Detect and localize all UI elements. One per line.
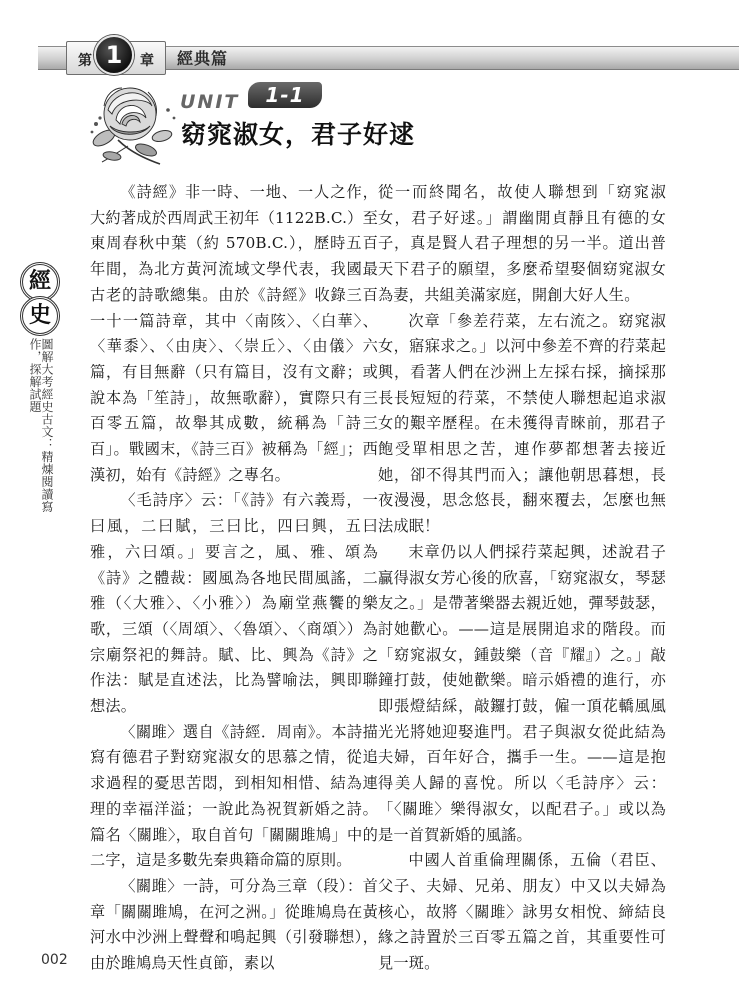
paragraph: 《詩經》非一時、一地、一人之作，大約著成於西周武王初年（1122B.C.）至東周春秋中葉（約 570B.C.），歷時五百年間，為北方黃河流域文學代表，我國最古老的詩歌總集。由於《詩經》收錄三百一十一篇詩章，其中〈南陔〉、〈白華〉、〈華黍〉、〈由庚〉、〈崇丘〉、〈由儀〉六篇，有目無辭（只有篇目，沒有文辭；或說本為「笙詩」，故無歌辭），實際只有三百零五篇，故舉其成數，統稱為「詩三百」。戰國末，《詩三百》被稱為「經」；西漢初，始有《詩經》之專名。: [90, 183, 378, 484]
chapter-number-badge: 1: [94, 35, 134, 75]
right-text-column: [378, 180, 666, 977]
paragraph: 末章仍以人們採荇菜起興，述說君子贏得淑女芳心後的欣喜，「窈窕淑女，琴瑟友之。」是帶著樂器去親近她，彈琴鼓瑟，討她歡心。——這是展開追求的階段。而「窈窕淑女，鍾鼓樂（音『耀』）之。」敲鐘打鼓，使她歡樂。暗示婚禮的進行，亦即張燈結綵，敲鑼打鼓，僱一頂花轎風風光光將她迎娶進門。君子與淑女從此結為夫婦，百年好合，攜手一生。——這是抱得美人歸的喜悅。所以〈毛詩序〉云：「〈關雎〉樂得淑女，以配君子。」或以為是一首賀新婚的風謠。: [378, 542, 666, 844]
unit-number-badge: 1-1: [248, 82, 322, 108]
unit-label: UNIT: [180, 91, 240, 113]
paragraph-continuation: 從一而終聞名，故使人聯想到「窈窕淑女，君子好逑。」謂幽閒貞靜且有德的女子，真是賢人君子理想的另一半。道出普天下君子的願望，多麼希望娶個窈窕淑女為妻，共組美滿家庭，開創大好人生。: [378, 183, 666, 304]
article-title: 窈窕淑女，君子好逑: [181, 120, 416, 149]
chapter-suffix: 章: [140, 53, 154, 69]
side-tab-char-shi: 史: [20, 296, 60, 336]
book-series-title: 圖解大考經史古文：精煉閱讀寫作，探解試題: [28, 338, 54, 513]
paragraph: 〈毛詩序〉云：「《詩》有六義焉，一曰風，二曰賦，三曰比，四曰興，五曰雅，六曰頌。」要言之，風、雅、頌為《詩》之體裁：國風為各地民間風謠，二雅（〈大雅〉、〈小雅〉）為廟堂燕饗的樂歌，三頌（〈周頌〉、〈魯頌〉、〈商頌〉）為宗廟祭祀的舞詩。賦、比、興為《詩》之作法：賦是直述法，比為譬喻法，興即聯想法。: [90, 491, 378, 716]
paragraph: 〈關雎〉一詩，可分為三章（段）：首章「關關雎鳩，在河之洲。」從雎鳩鳥在黃河水中沙洲上聲聲和鳴起興（引發聯想），由於雎鳩鳥天性貞節，素以: [90, 876, 378, 973]
chapter-prefix: 第: [78, 53, 92, 69]
page-number: 002: [41, 952, 68, 968]
left-text-column: [90, 180, 378, 977]
paragraph: 次章「參差荇菜，左右流之。窈窕淑女，寤寐求之。」以河中參差不齊的荇菜起興，看著人們在沙洲上左採右採，摘採那長長短短的荇菜，不禁使人聯想起追求淑女的艱辛歷程。在未獲得青睞前，那君子飽受單相思之苦，連作夢都想著去接近她，卻不得其門而入；讓他朝思暮想，長夜漫漫，思念悠長，翻來覆去，怎麼也無法成眠！: [378, 311, 666, 536]
flower-illustration: [88, 80, 180, 166]
paragraph: 中國人首重倫理關係，五倫（君臣、父子、夫婦、兄弟、朋友）中又以夫婦為核心，故將〈關雎〉詠男女相悅、締結良緣之詩置於三百零五篇之首，其重要性可見一斑。: [378, 851, 666, 973]
paragraph: 〈關雎〉選自《詩經．周南》。本詩描寫有德君子對窈窕淑女的思慕之情，從追求過程的憂思苦悶，到相知相惜、結為連理的幸福洋溢；一說此為祝賀新婚之詩。篇名〈關雎〉，取自首句「關關雎鳩」中的二字，這是多數先秦典籍命篇的原則。: [90, 722, 378, 870]
section-name: 經典篇: [177, 49, 229, 68]
side-tab: [18, 262, 58, 532]
side-tab-char-jing: 經: [20, 262, 60, 302]
